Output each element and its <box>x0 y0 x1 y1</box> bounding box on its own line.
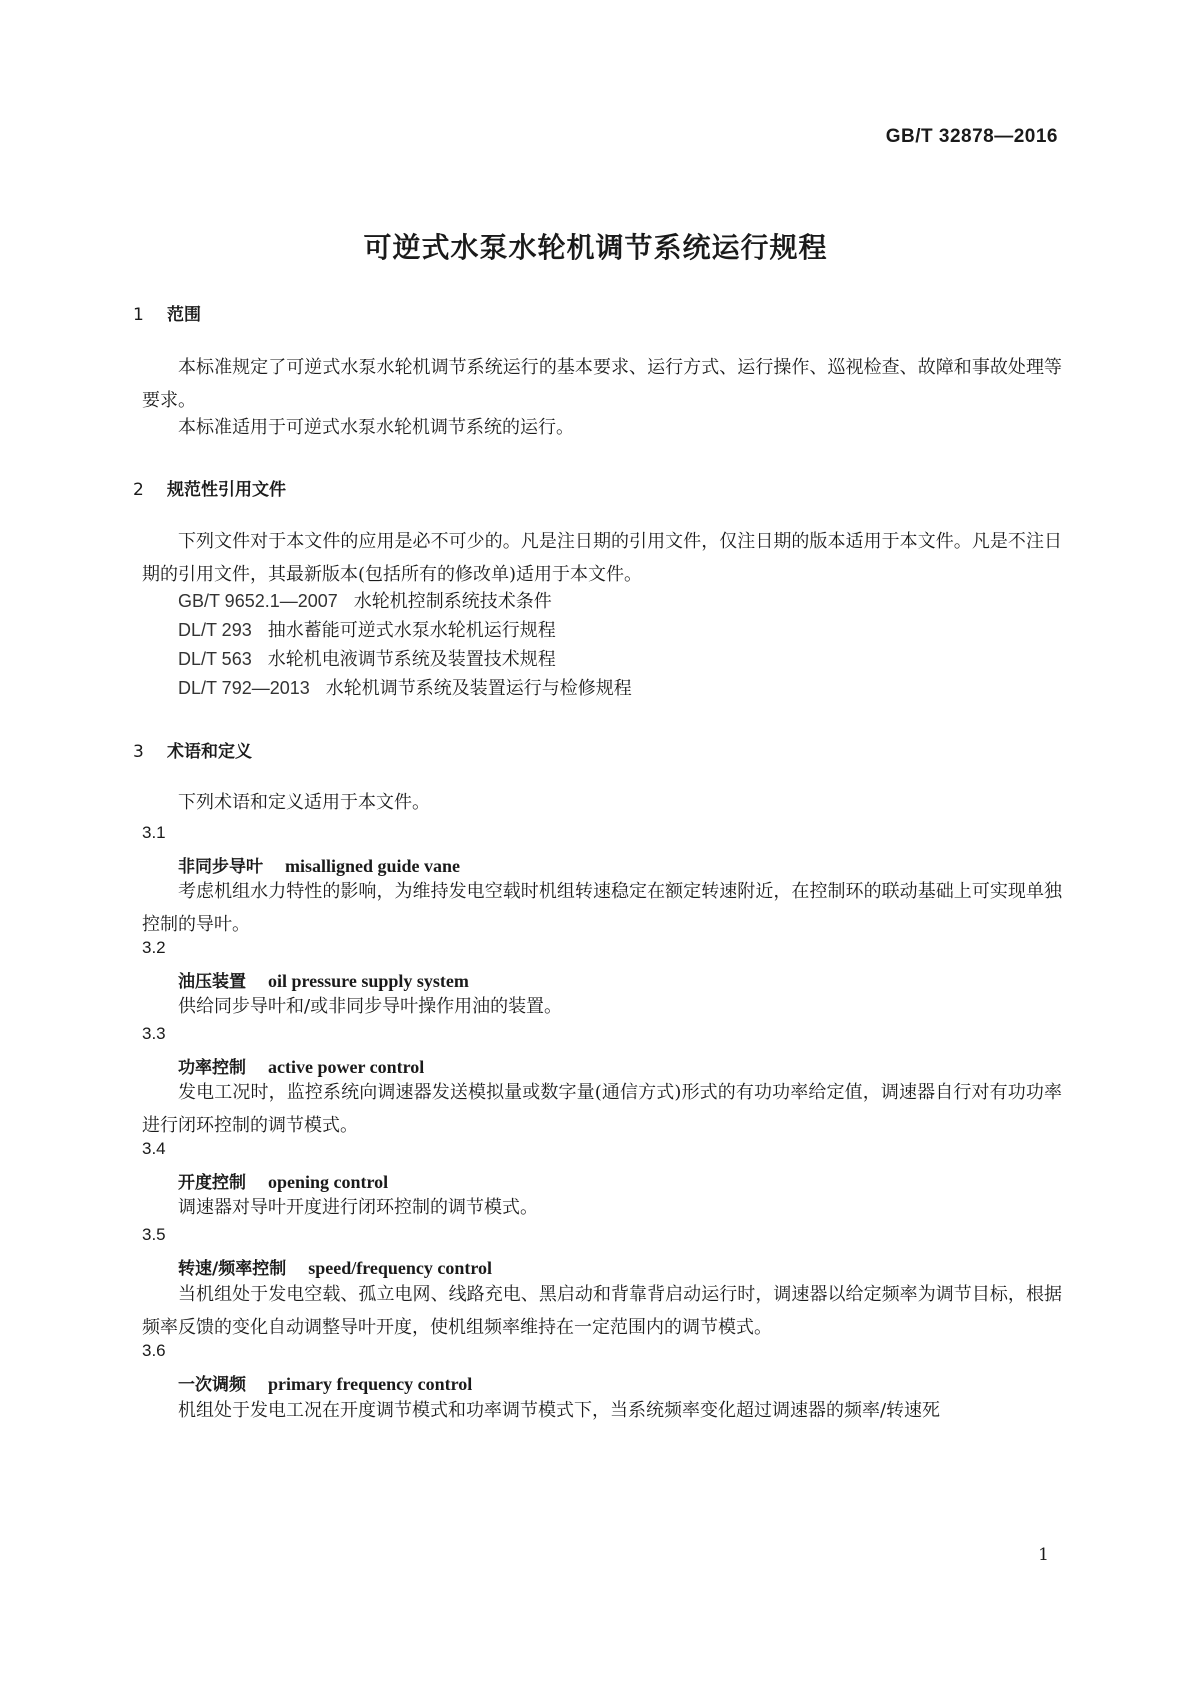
section-1-paragraph-1: 本标准规定了可逆式水泵水轮机调节系统运行的基本要求、运行方式、运行操作、巡视检查、故障和事故处理等要求。 <box>142 357 1062 411</box>
term-english: misalligned guide vane <box>285 856 461 876</box>
reference-code: DL/T 792—2013 <box>178 678 310 698</box>
section-1-paragraph-2: 本标准适用于可逆式水泵水轮机调节系统的运行。 <box>178 417 574 438</box>
section-title: 术语和定义 <box>167 742 252 762</box>
section-2-heading <box>133 475 286 500</box>
term-number: 3.5 <box>142 1225 166 1244</box>
term-heading <box>178 1053 424 1078</box>
section-title: 规范性引用文件 <box>167 480 286 500</box>
page-number: 1 <box>1038 1545 1049 1565</box>
term-definition: 供给同步导叶和/或非同步导叶操作用油的装置。 <box>178 996 563 1017</box>
reference-item <box>178 586 552 617</box>
term-english: active power control <box>268 1057 425 1077</box>
section-2-paragraph-1: 下列文件对于本文件的应用是必不可少的。凡是注日期的引用文件，仅注日期的版本适用于本文件。凡是不注日期的引用文件，其最新版本(包括所有的修改单)适用于本文件。 <box>142 531 1062 585</box>
reference-item <box>178 673 632 704</box>
reference-code: DL/T 293 <box>178 620 252 640</box>
term-english: speed/frequency control <box>308 1258 493 1278</box>
term-number: 3.4 <box>142 1139 166 1158</box>
term-heading <box>178 1168 388 1193</box>
term-heading <box>178 1254 492 1279</box>
term-chinese: 非同步导叶 <box>178 857 263 877</box>
term-definition: 调速器对导叶开度进行闭环控制的调节模式。 <box>178 1197 538 1218</box>
term-definition: 当机组处于发电空载、孤立电网、线路充电、黑启动和背靠背启动运行时，调速器以给定频率为调节目标，根据频率反馈的变化自动调整导叶开度，使机组频率维持在一定范围内的调节模式。 <box>142 1284 1062 1338</box>
term-chinese: 一次调频 <box>178 1375 246 1395</box>
term-chinese: 开度控制 <box>178 1173 246 1193</box>
term-english: oil pressure supply system <box>268 971 469 991</box>
reference-code: GB/T 9652.1—2007 <box>178 591 338 611</box>
term-definition: 发电工况时，监控系统向调速器发送模拟量或数字量(通信方式)形式的有功功率给定值，调速器自行对有功功率进行闭环控制的调节模式。 <box>142 1082 1062 1136</box>
term-chinese: 转速/频率控制 <box>178 1259 287 1279</box>
term-definition: 考虑机组水力特性的影响，为维持发电空载时机组转速稳定在额定转速附近，在控制环的联动基础上可实现单独控制的导叶。 <box>142 881 1062 935</box>
section-number: 2 <box>133 480 144 500</box>
reference-title: 抽水蓄能可逆式水泵水轮机运行规程 <box>267 620 556 641</box>
term-heading <box>178 967 469 992</box>
standard-number: GB/T 32878—2016 <box>885 126 1058 147</box>
reference-title: 水轮机电液调节系统及装置技术规程 <box>267 649 556 670</box>
term-number: 3.2 <box>142 938 166 957</box>
section-number: 3 <box>133 742 144 762</box>
term-heading <box>178 1370 472 1395</box>
term-heading <box>178 852 460 877</box>
term-number: 3.6 <box>142 1341 166 1360</box>
section-1-heading <box>133 300 201 325</box>
reference-item <box>178 644 556 675</box>
reference-item <box>178 615 556 646</box>
reference-code: DL/T 563 <box>178 649 252 669</box>
document-title: 可逆式水泵水轮机调节系统运行规程 <box>363 231 828 264</box>
term-english: primary frequency control <box>268 1374 473 1394</box>
term-number: 3.3 <box>142 1024 166 1043</box>
term-english: opening control <box>268 1172 389 1192</box>
term-chinese: 油压装置 <box>178 972 246 992</box>
section-3-heading <box>133 737 252 762</box>
reference-title: 水轮机控制系统技术条件 <box>353 591 552 612</box>
section-number: 1 <box>133 305 144 325</box>
section-title: 范围 <box>167 305 201 325</box>
term-definition: 机组处于发电工况在开度调节模式和功率调节模式下，当系统频率变化超过调速器的频率/转速死 <box>178 1400 941 1421</box>
term-chinese: 功率控制 <box>178 1058 246 1078</box>
reference-title: 水轮机调节系统及装置运行与检修规程 <box>325 678 632 699</box>
section-3-paragraph-1: 下列术语和定义适用于本文件。 <box>178 792 430 813</box>
term-number: 3.1 <box>142 823 166 842</box>
